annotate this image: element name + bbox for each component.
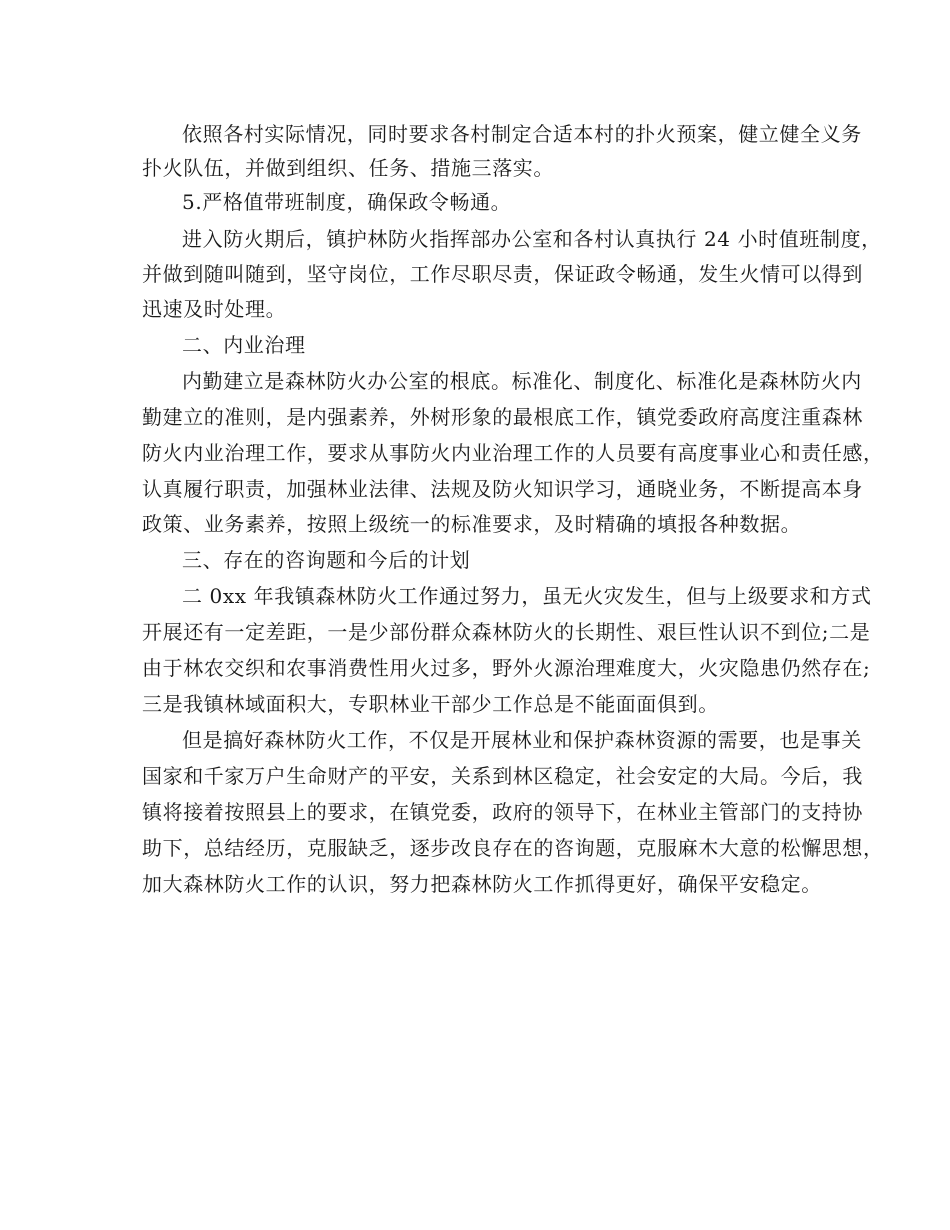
paragraph-line: 扑火队伍，并做到组织、任务、措施三落实。 xyxy=(142,156,554,180)
paragraph-line: 迅速及时处理。 xyxy=(142,297,287,321)
paragraph-line: 认真履行职责，加强林业法律、法规及防火知识学习，通晓业务，不断提高本身 xyxy=(142,477,863,501)
paragraph-line: 加大森林防火工作的认识，努力把森林防火工作抓得更好，确保平安稳定。 xyxy=(142,872,822,896)
section-heading: 二、内业治理 xyxy=(182,333,306,357)
paragraph-line: 内勤建立是森林防火办公室的根底。标准化、制度化、标准化是森林防火内 xyxy=(182,369,862,393)
paragraph-line: 助下，总结经历，克服缺乏，逐步改良存在的咨询题，克服麻木大意的松懈思想， xyxy=(142,836,884,860)
paragraph-line: 由于林农交织和农事消费性用火过多，野外火源治理难度大，火灾隐患仍然存在; xyxy=(142,656,871,680)
paragraph-line: 依照各村实际情况，同时要求各村制定合适本村的扑火预案，健立健全义务 xyxy=(182,122,862,146)
list-heading: 5.严格值带班制度，确保政令畅通。 xyxy=(182,190,512,214)
paragraph-line: 勤建立的准则，是内强素养，外树形象的最根底工作，镇党委政府高度注重森林 xyxy=(142,405,863,429)
paragraph-line: 国家和千家万户生命财产的平安，关系到林区稳定，社会安定的大局。今后，我 xyxy=(142,764,863,788)
paragraph-line: 防火内业治理工作，要求从事防火内业治理工作的人员要有高度事业心和责任感， xyxy=(142,441,884,465)
paragraph-line: 二 0xx 年我镇森林防火工作通过努力，虽无火灾发生，但与上级要求和方式 xyxy=(182,584,872,608)
paragraph-line: 开展还有一定差距，一是少部份群众森林防火的长期性、艰巨性认识不到位;二是 xyxy=(142,620,871,644)
paragraph-line: 但是搞好森林防火工作，不仅是开展林业和保护森林资源的需要，也是事关 xyxy=(182,728,862,752)
paragraph-line: 镇将接着按照县上的要求，在镇党委，政府的领导下，在林业主管部门的支持协 xyxy=(142,800,863,824)
section-heading: 三、存在的咨询题和今后的计划 xyxy=(182,548,471,572)
paragraph-line: 政策、业务素养，按照上级统一的标准要求，及时精确的填报各种数据。 xyxy=(142,512,802,536)
paragraph-line: 三是我镇林域面积大，专职林业干部少工作总是不能面面俱到。 xyxy=(142,692,719,716)
paragraph-line: 进入防火期后，镇护林防火指挥部办公室和各村认真执行 24 小时值班制度， xyxy=(182,227,882,251)
paragraph-line: 并做到随叫随到，坚守岗位，工作尽职尽责，保证政令畅通，发生火情可以得到 xyxy=(142,262,863,286)
